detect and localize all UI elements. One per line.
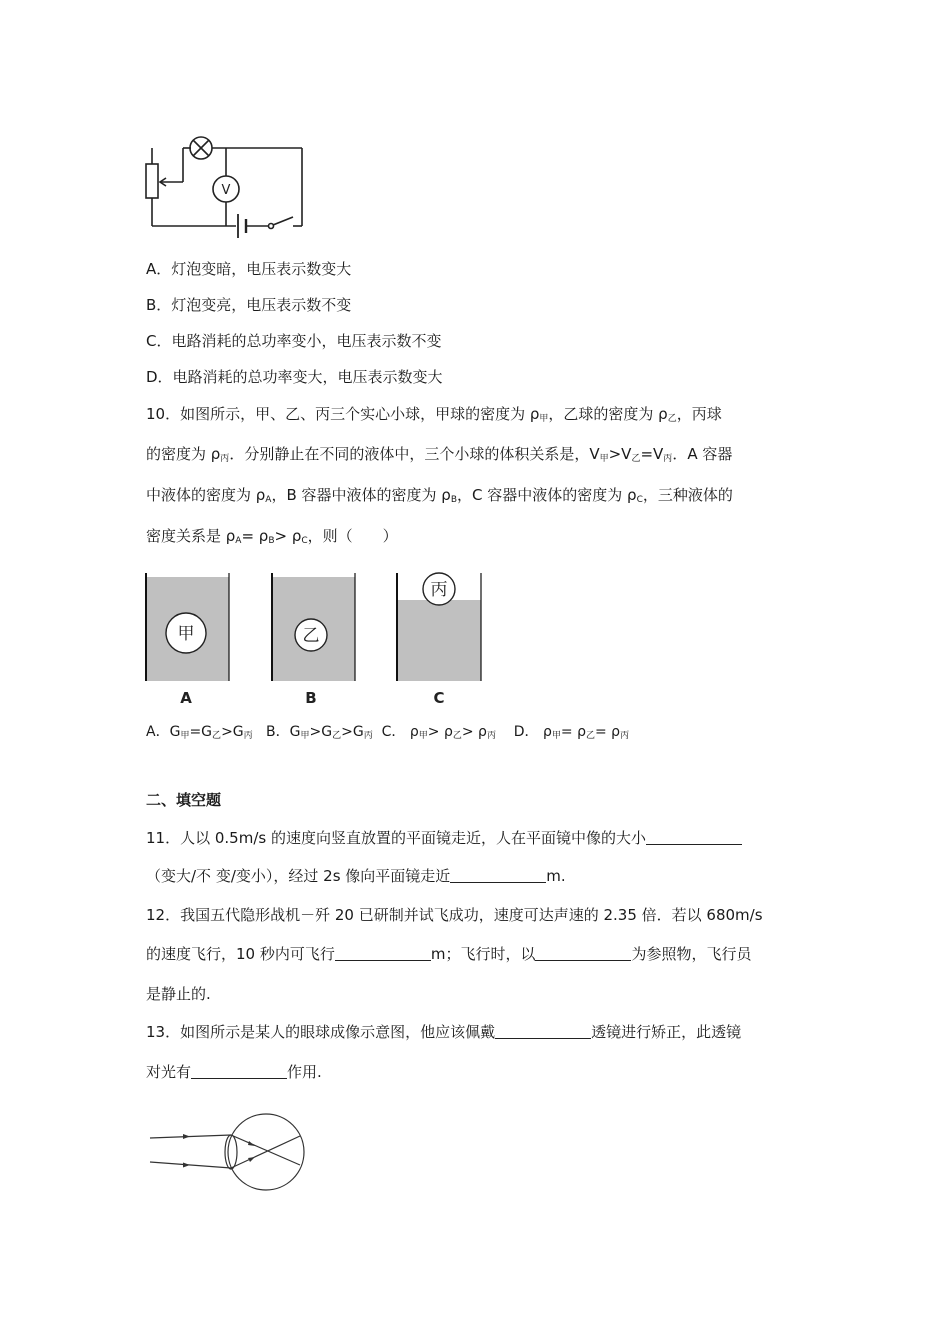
q10-line-4: 密度关系是 $\rho_A= \rho_B> \rho_C$，则（ ） [146,527,398,546]
q12-line-2: 的速度飞行，10 秒内可飞行 m；飞行时，以 为参照物，飞行员 [146,945,752,963]
rheostat [146,164,158,198]
eye-diagram [0,1110,950,1190]
q12-blank-1[interactable] [335,946,431,961]
q11-blank-2[interactable] [450,868,546,883]
ray-arrow-inner-bottom [248,1157,255,1162]
container-b-label: B [305,689,317,707]
circuit-diagram [0,0,950,250]
ray-arrow-inner-top [248,1141,255,1146]
ray-arrow-bottom [183,1163,190,1168]
q11-line-1: 11．人以 0.5m/s 的速度向竖直放置的平面镜走近，人在平面镜中像的大小 [146,828,742,848]
q10-option-d: D． $\rho_甲= \rho_乙= \rho_丙$ [513,724,630,741]
q12-line-3: 是静止的. [146,985,211,1003]
q11-blank-1[interactable] [646,830,742,845]
section-title: 二、填空题 [146,791,222,809]
q10-option-b: B．$G_甲>G_乙>G_丙$ [266,724,373,741]
q9-option-c: C．电路消耗的总功率变小，电压表示数不变 [146,332,442,350]
q9-option-a: A．灯泡变暗，电压表示数变大 [146,260,352,278]
q10-line-1: 10．如图所示，甲、乙、丙三个实心小球，甲球的密度为 $\rho_甲$，乙球的密度为 $\rho_乙$，丙球 [146,405,722,424]
q10-option-c: C． $\rho_甲> \rho_乙> \rho_丙$ [381,724,496,741]
q12-line-1: 12．我国五代隐形战机－歼 20 已研制并试飞成功，速度可达声速的 2.35 倍．若以 680m/s [146,906,763,924]
ray-arrow-top [183,1134,190,1139]
q9-option-b: B．灯泡变亮，电压表示数不变 [146,296,352,314]
q10-line-3: 中液体的密度为 $\rho_A$，B 容器中液体的密度为 $\rho_B$，C 容器中液体的密度为 $\rho_C$，三种液体的 [146,486,733,505]
q13-line-2: 对光有 作用. [146,1063,322,1081]
q10-line-2: 的密度为 $\rho_丙$．分别静止在不同的液体中，三个小球的体积关系是，$V_甲>V_乙=V_丙$．A 容器 [146,445,733,464]
q10-option-a: A．$G_甲=G_乙>G_丙$ [146,724,253,741]
q10-options [146,722,629,746]
q11-line-2: （变大/不 变/变小），经过 2s 像向平面镜走近 m. [146,867,566,885]
ball-yi-label: 乙 [302,626,320,646]
eye-lens [225,1135,237,1169]
container-c-label: C [433,689,445,707]
containers-diagram [0,565,950,725]
voltmeter-label: V [221,183,231,198]
container-a-label: A [180,689,192,707]
q13-line-1: 13．如图所示是某人的眼球成像示意图，他应该佩戴 透镜进行矫正，此透镜 [146,1023,742,1041]
ball-bing-label: 丙 [430,580,448,600]
q12-blank-2[interactable] [535,946,631,961]
q13-blank-2[interactable] [191,1064,287,1079]
ball-jia-label: 甲 [177,624,195,644]
q9-option-d: D．电路消耗的总功率变大，电压表示数变大 [146,368,443,386]
q13-blank-1[interactable] [495,1024,591,1039]
